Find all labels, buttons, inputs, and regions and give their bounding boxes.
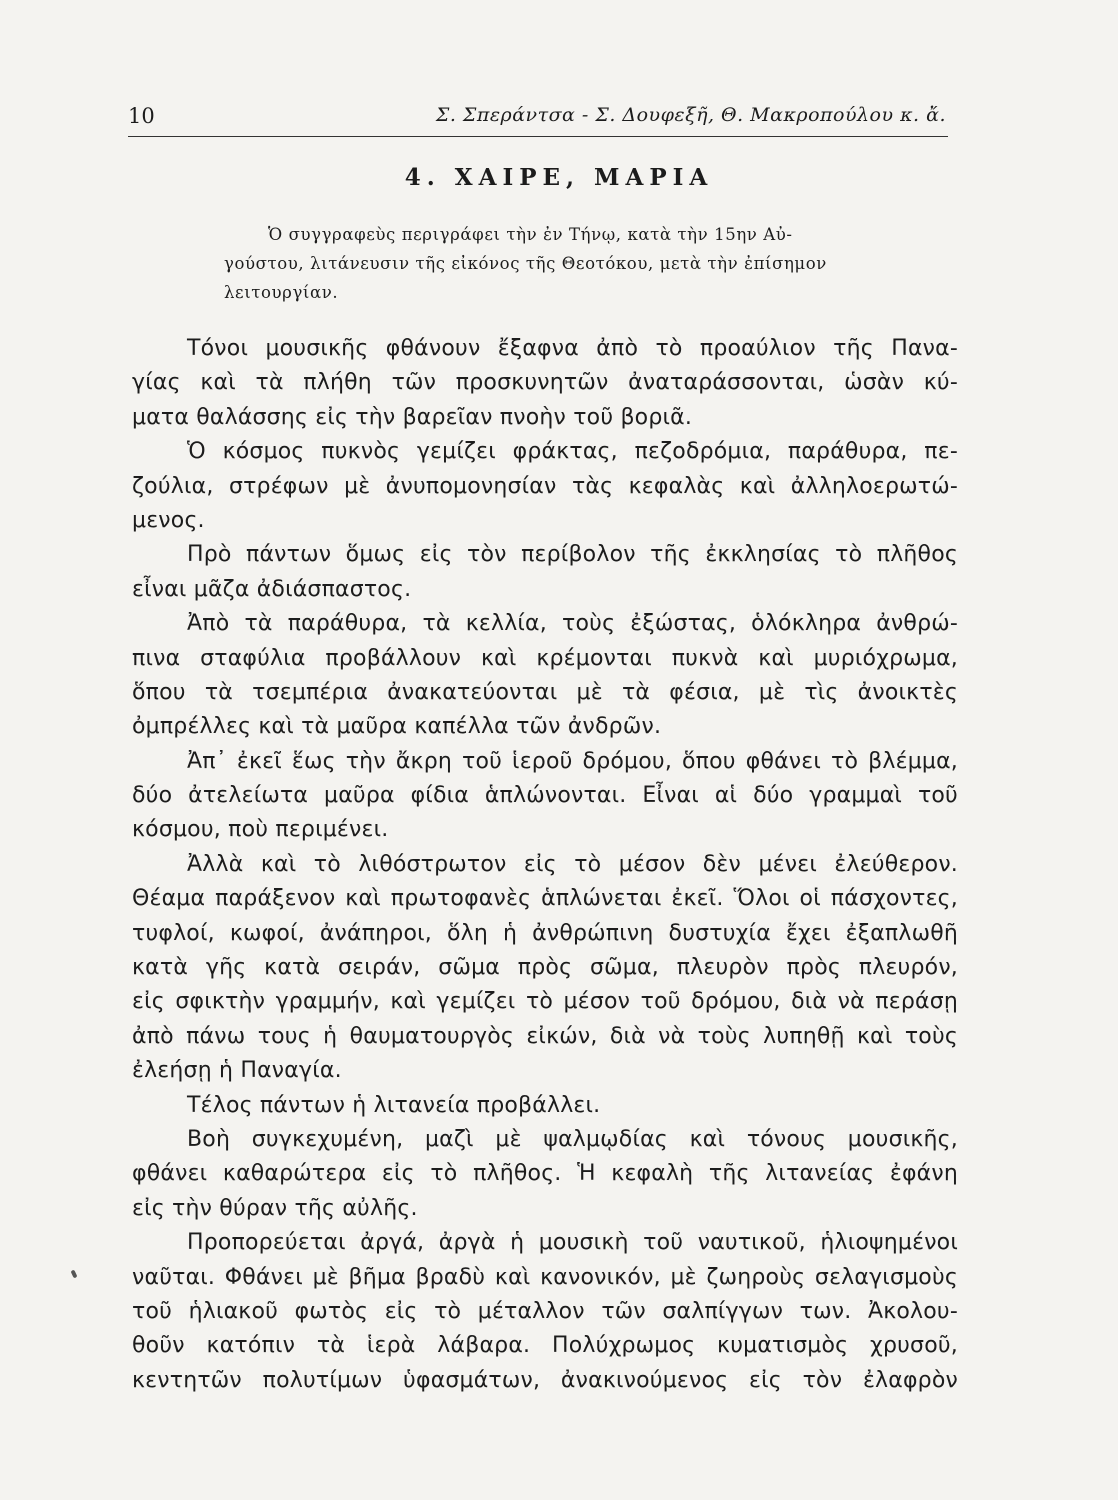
page-number: 10 — [128, 104, 155, 128]
text-line: τυφλοί, κωφοί, ἀνάπηροι, ὅλη ἡ ἀνθρώπινη δυστυχία ἔχει ἐξαπλωθῆ — [132, 920, 958, 946]
text-line: κατὰ γῆς κατὰ σειράν, σῶμα πρὸς σῶμα, πλευρὸν πρὸς πλευρόν, — [132, 955, 958, 981]
page-header — [128, 100, 948, 137]
ink-speck — [70, 1270, 77, 1279]
text-line: ὀμπρέλλες καὶ τὰ μαῦρα καπέλλα τῶν ἀνδρῶν. — [132, 714, 662, 740]
text-line: Τέλος πάντων ἡ λιτανεία προβάλλει. — [187, 1092, 601, 1118]
chapter-title: 4. ΧΑΙΡΕ, ΜΑΡΙΑ — [404, 164, 714, 191]
text-line: τοῦ ἡλιακοῦ φωτὸς εἰς τὸ μέταλλον τῶν σαλπίγγων των. Ἀκολου- — [132, 1298, 958, 1324]
text-line: Θέαμα παράξενον καὶ πρωτοφανὲς ἁπλώνεται ἐκεῖ. Ὅλοι οἱ πάσχοντες, — [132, 886, 958, 912]
intro-line: γούστου, λιτάνευσιν τῆς εἰκόνος τῆς Θεοτόκου, μετὰ τὴν ἐπίσημον — [224, 254, 827, 273]
text-line: ὅπου τὰ τσεμπέρια ἀνακατεύονται μὲ τὰ φέσια, μὲ τὶς ἀνοικτὲς — [132, 679, 958, 705]
text-line: θοῦν κατόπιν τὰ ἱερὰ λάβαρα. Πολύχρωμος κυματισμὸς χρυσοῦ, — [132, 1333, 958, 1359]
intro-line: λειτουργίαν. — [224, 283, 339, 302]
text-line: κεντητῶν πολυτίμων ὑφασμάτων, ἀνακινούμενος εἰς τὸν ἐλαφρὸν — [132, 1367, 958, 1393]
body-text — [132, 332, 958, 1398]
text-line: δύο ἀτελείωτα μαῦρα φίδια ἁπλώνονται. Εἶναι αἱ δύο γραμμαὶ τοῦ — [132, 783, 958, 809]
text-line: Ὁ κόσμος πυκνὸς γεμίζει φράκτας, πεζοδρόμια, παράθυρα, πε- — [187, 439, 958, 465]
text-line: ἐλεήσῃ ἡ Παναγία. — [132, 1058, 342, 1084]
intro-line: Ὁ συγγραφεὺς περιγράφει τὴν ἐν Τήνῳ, κατὰ τὴν 15ην Αὐ- — [268, 225, 793, 244]
text-line: ζούλια, στρέφων μὲ ἀνυπομονησίαν τὰς κεφαλὰς καὶ ἀλληλοερωτώ- — [132, 473, 958, 499]
running-title: Σ. Σπεράντσα - Σ. Δουφεξῆ, Θ. Μακροπούλου κ. ἄ. — [435, 104, 946, 126]
text-line: κόσμου, ποὺ περιμένει. — [132, 817, 389, 843]
text-line: Ἀπ᾿ ἐκεῖ ἕως τὴν ἄκρη τοῦ ἱεροῦ δρόμου, ὅπου φθάνει τὸ βλέμμα, — [187, 748, 958, 774]
text-line: φθάνει καθαρώτερα εἰς τὸ πλῆθος. Ἡ κεφαλὴ τῆς λιτανείας ἐφάνη — [132, 1161, 958, 1187]
chapter-intro — [224, 220, 958, 307]
text-line: ἀπὸ πάνω τους ἡ θαυματουργὸς εἰκών, διὰ νὰ τοὺς λυπηθῇ καὶ τοὺς — [132, 1023, 958, 1049]
text-line: Ἀλλὰ καὶ τὸ λιθόστρωτον εἰς τὸ μέσον δὲν μένει ἐλεύθερον. — [187, 851, 958, 877]
text-line: εἰς σφικτὴν γραμμήν, καὶ γεμίζει τὸ μέσον τοῦ δρόμου, διὰ νὰ περάσῃ — [132, 989, 958, 1015]
text-line: γίας καὶ τὰ πλήθη τῶν προσκυνητῶν ἀναταράσσονται, ὡσὰν κύ- — [132, 370, 958, 396]
text-line: Πρὸ πάντων ὅμως εἰς τὸν περίβολον τῆς ἐκκλησίας τὸ πλῆθος — [187, 542, 958, 568]
text-line: εἶναι μᾶζα ἀδιάσπαστος. — [132, 576, 412, 602]
text-line: Τόνοι μουσικῆς φθάνουν ἔξαφνα ἀπὸ τὸ προαύλιον τῆς Πανα- — [187, 336, 958, 361]
text-line: Ἀπὸ τὰ παράθυρα, τὰ κελλία, τοὺς ἐξώστας, ὁλόκληρα ἀνθρώ- — [187, 611, 958, 637]
text-line: πινα σταφύλια προβάλλουν καὶ κρέμονται πυκνὰ καὶ μυριόχρωμα, — [132, 645, 958, 671]
text-line: ματα θαλάσσης εἰς τὴν βαρεῖαν πνοὴν τοῦ βοριᾶ. — [132, 404, 693, 430]
text-line: ναῦται. Φθάνει μὲ βῆμα βραδὺ καὶ κανονικόν, μὲ ζωηροὺς σελαγισμοὺς — [132, 1264, 958, 1290]
text-line: Προπορεύεται ἀργά, ἀργὰ ἡ μουσικὴ τοῦ ναυτικοῦ, ἡλιοψημένοι — [187, 1230, 958, 1256]
text-line: εἰς τὴν θύραν τῆς αὐλῆς. — [132, 1195, 418, 1221]
text-line: μενος. — [132, 507, 205, 533]
text-line: Βοὴ συγκεχυμένη, μαζὶ μὲ ψαλμῳδίας καὶ τόνους μουσικῆς, — [187, 1126, 958, 1152]
